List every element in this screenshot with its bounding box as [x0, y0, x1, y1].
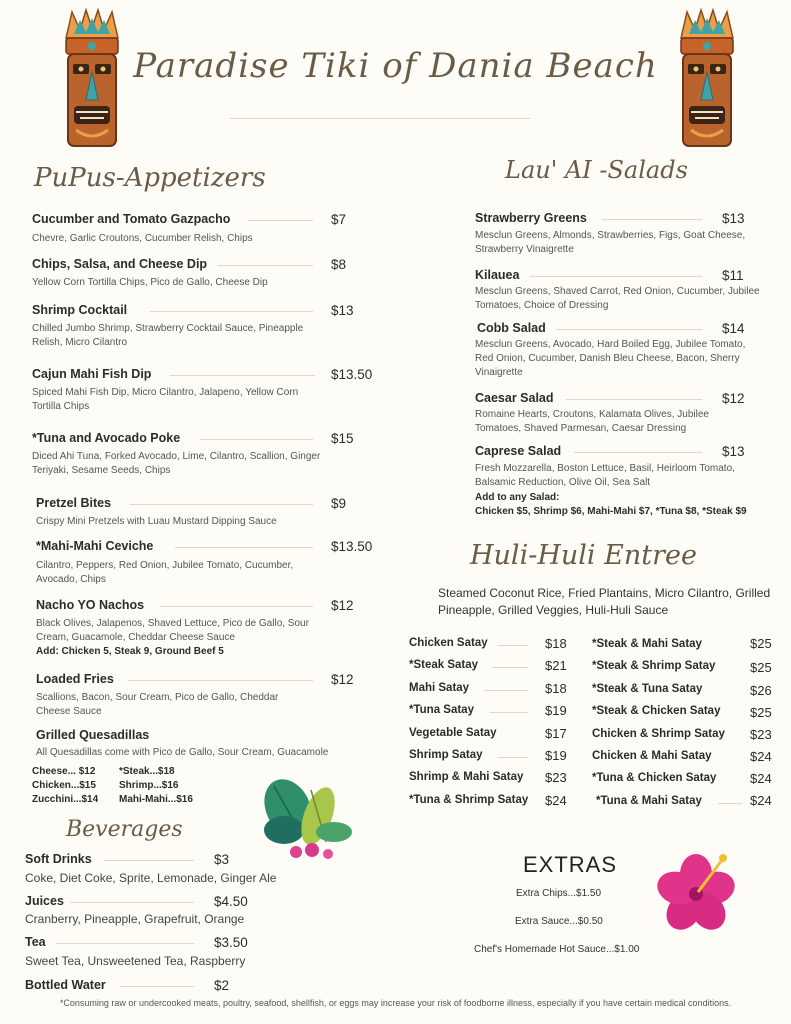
leader-line [200, 439, 313, 440]
satay-price: $24 [750, 771, 772, 786]
satay-name: Shrimp & Mahi Satay [409, 771, 524, 783]
item-name: Pretzel Bites [36, 496, 112, 510]
item-name: Caesar Salad [475, 391, 554, 405]
item-price: $3 [214, 852, 230, 867]
leader-line [484, 690, 528, 691]
item-price: $12 [331, 598, 354, 613]
beverages-heading: Beverages [66, 817, 183, 842]
item-name: Cobb Salad [477, 321, 546, 335]
item-desc: Romaine Hearts, Croutons, Kalamata Olives, Jubilee Tomatoes, Shaved Parmesan, Caesar Dressing [475, 409, 709, 434]
item-name: Chips, Salsa, and Cheese Dip [32, 257, 208, 271]
satay-name: *Tuna Satay [409, 704, 474, 716]
item-price: $15 [331, 431, 354, 446]
leader-line [498, 645, 528, 646]
satay-name: Vegetable Satay [409, 727, 497, 739]
item-desc: Black Olives, Jalapenos, Shaved Lettuce, Pico de Gallo, Sour Cream, Guacamole, Cheddar Cheese Sauce [36, 618, 309, 643]
extra-item: Extra Sauce...$0.50 [515, 916, 603, 927]
satay-name: Chicken & Mahi Satay [592, 750, 712, 762]
item-desc: All Quesadillas come with Pico de Gallo, Sour Cream, Guacamole [36, 747, 329, 758]
leader-line [718, 803, 742, 804]
item-desc: Coke, Diet Coke, Sprite, Lemonade, Ginger Ale [25, 871, 277, 885]
satay-name: Mahi Satay [409, 682, 470, 694]
item-desc: Yellow Corn Tortilla Chips, Pico de Gallo, Cheese Dip [32, 277, 268, 288]
extra-item: Chef's Homemade Hot Sauce...$1.00 [474, 944, 640, 955]
item-price: $11 [722, 268, 744, 283]
satay-name: *Steak & Tuna Satay [592, 683, 703, 695]
item-name: Kilauea [475, 268, 520, 282]
quesadilla-option: Shrimp...$16 [119, 780, 179, 791]
item-name: Cucumber and Tomato Gazpacho [32, 212, 231, 226]
item-price: $13.50 [331, 539, 373, 554]
item-desc: Chilled Jumbo Shrimp, Strawberry Cocktail Sauce, Pineapple Relish, Micro Cilantro [32, 323, 304, 348]
quesadilla-option: *Steak...$18 [119, 766, 175, 777]
item-name: Strawberry Greens [475, 211, 587, 225]
leader-line [104, 860, 194, 861]
appetizers-heading: PuPus-Appetizers [34, 163, 266, 193]
satay-price: $18 [545, 636, 567, 651]
item-name: Loaded Fries [36, 672, 114, 686]
satay-name: *Steak & Shrimp Satay [592, 660, 716, 672]
item-price: $9 [331, 496, 347, 511]
satay-name: Chicken & Shrimp Satay [592, 728, 725, 740]
salad-addon-label: Add to any Salad: [475, 492, 560, 503]
disclaimer: *Consuming raw or undercooked meats, poultry, seafood, shellfish, or eggs may increase your risk of foodborne illness, especially if you have certain medical conditions. [59, 998, 732, 1008]
satay-price: $25 [750, 636, 772, 651]
satay-price: $23 [750, 727, 772, 742]
item-name: Shrimp Cocktail [32, 303, 128, 317]
leader-line [130, 504, 313, 505]
item-price: $2 [214, 978, 230, 993]
item-price: $13 [722, 211, 745, 226]
leader-line [120, 986, 194, 987]
item-name: Soft Drinks [25, 852, 92, 866]
satay-price: $25 [750, 705, 772, 720]
leader-line [128, 680, 313, 681]
satay-price: $18 [545, 681, 567, 696]
item-price: $12 [331, 672, 354, 687]
quesadilla-option: Cheese... $12 [32, 766, 96, 777]
item-name: Cajun Mahi Fish Dip [32, 367, 152, 381]
title-divider [230, 118, 530, 119]
leader-line [175, 547, 313, 548]
satay-price: $25 [750, 660, 772, 675]
leader-line [556, 329, 702, 330]
satay-name: *Steak Satay [409, 659, 479, 671]
item-desc: Mesclun Greens, Avocado, Hard Boiled Egg, Jubilee Tomato, Red Onion, Cucumber, Danish Bleu Cheese, Bacon, Sherry Vinaigrette [475, 339, 746, 378]
item-price: $8 [331, 257, 347, 272]
salad-addon-items: Chicken $5, Shrimp $6, Mahi-Mahi $7, *Tuna $8, *Steak $9 [475, 506, 747, 517]
satay-name: *Steak & Chicken Satay [592, 705, 721, 717]
item-desc: Spiced Mahi Fish Dip, Micro Cilantro, Jalapeno, Yellow Corn Tortilla Chips [32, 387, 299, 412]
tropical-leaves-icon [256, 772, 356, 862]
satay-name: *Tuna & Shrimp Satay [409, 794, 529, 806]
leader-line [530, 276, 702, 277]
item-name: *Tuna and Avocado Poke [32, 431, 181, 445]
item-name: Tea [25, 935, 46, 949]
item-price: $13 [331, 303, 354, 318]
salads-heading: Lau' AI -Salads [505, 156, 688, 184]
item-desc: Scallions, Bacon, Sour Cream, Pico de Gallo, Cheddar Cheese Sauce [36, 692, 279, 717]
item-name: Nacho YO Nachos [36, 598, 145, 612]
satay-name: *Tuna & Mahi Satay [596, 795, 702, 807]
item-price: $12 [722, 391, 745, 406]
leader-line [160, 606, 313, 607]
item-price: $3.50 [214, 935, 248, 950]
extra-item: Extra Chips...$1.50 [516, 888, 602, 899]
item-desc: Cranberry, Pineapple, Grapefruit, Orange [25, 912, 245, 926]
leader-line [492, 667, 528, 668]
leader-line [602, 219, 702, 220]
item-desc: Cilantro, Peppers, Red Onion, Jubilee Tomato, Cucumber, Avocado, Chips [36, 560, 294, 585]
item-price: $13.50 [331, 367, 373, 382]
item-name: *Mahi-Mahi Ceviche [36, 539, 154, 553]
item-price: $14 [722, 321, 745, 336]
item-name: Juices [25, 894, 64, 908]
item-desc: Fresh Mozzarella, Boston Lettuce, Basil, Heirloom Tomato, Balsamic Reduction, Olive Oil, Sea Salt [475, 463, 735, 488]
satay-price: $26 [750, 683, 772, 698]
quesadilla-option: Mahi-Mahi...$16 [119, 794, 193, 805]
item-desc: Chevre, Garlic Croutons, Cucumber Relish, Chips [32, 233, 253, 244]
item-desc: Diced Ahi Tuna, Forked Avocado, Lime, Cilantro, Scallion, Ginger Teriyaki, Sesame Seeds, Chips [32, 451, 321, 476]
entree-heading: Huli-Huli Entree [470, 540, 697, 571]
page-title: Paradise Tiki of Dania Beach [133, 46, 658, 86]
item-name: Bottled Water [25, 978, 106, 992]
quesadilla-option: Zucchini...$14 [32, 794, 99, 805]
satay-name: Chicken Satay [409, 637, 488, 649]
satay-price: $23 [545, 770, 567, 785]
satay-price: $24 [545, 793, 567, 808]
quesadilla-option: Chicken...$15 [32, 780, 96, 791]
leader-line [566, 399, 702, 400]
leader-line [574, 452, 702, 453]
satay-name: *Tuna & Chicken Satay [592, 772, 717, 784]
item-desc: Mesclun Greens, Shaved Carrot, Red Onion, Cucumber, Jubilee Tomatoes, Choice of Dressing [475, 286, 760, 311]
item-desc: Crispy Mini Pretzels with Luau Mustard Dipping Sauce [36, 516, 277, 527]
leader-line [498, 757, 528, 758]
item-desc: Sweet Tea, Unsweetened Tea, Raspberry [25, 954, 246, 968]
extras-heading: EXTRAS [523, 852, 618, 877]
satay-price: $21 [545, 658, 567, 673]
satay-price: $19 [545, 703, 567, 718]
leader-line [70, 902, 194, 903]
leader-line [218, 265, 313, 266]
item-desc: Mesclun Greens, Almonds, Strawberries, Figs, Goat Cheese, Strawberry Vinaigrette [475, 230, 746, 255]
satay-price: $17 [545, 726, 567, 741]
satay-price: $24 [750, 793, 772, 808]
leader-line [150, 311, 313, 312]
hibiscus-flower-icon [656, 850, 740, 934]
item-name: Caprese Salad [475, 444, 562, 458]
item-name: Grilled Quesadillas [36, 728, 150, 742]
leader-line [248, 220, 313, 221]
item-price: $4.50 [214, 894, 248, 909]
item-addon-note: Add: Chicken 5, Steak 9, Ground Beef 5 [36, 646, 224, 657]
item-price: $7 [331, 212, 347, 227]
item-price: $13 [722, 444, 745, 459]
satay-price: $19 [545, 748, 567, 763]
leader-line [56, 943, 194, 944]
satay-name: Shrimp Satay [409, 749, 483, 761]
satay-price: $24 [750, 749, 772, 764]
entree-desc: Steamed Coconut Rice, Fried Plantains, Micro Cilantro, Grilled Pineapple, Grilled Veggies, Huli-Huli Sauce [438, 586, 771, 617]
leader-line [170, 375, 315, 376]
satay-name: *Steak & Mahi Satay [592, 638, 702, 650]
leader-line [490, 712, 528, 713]
